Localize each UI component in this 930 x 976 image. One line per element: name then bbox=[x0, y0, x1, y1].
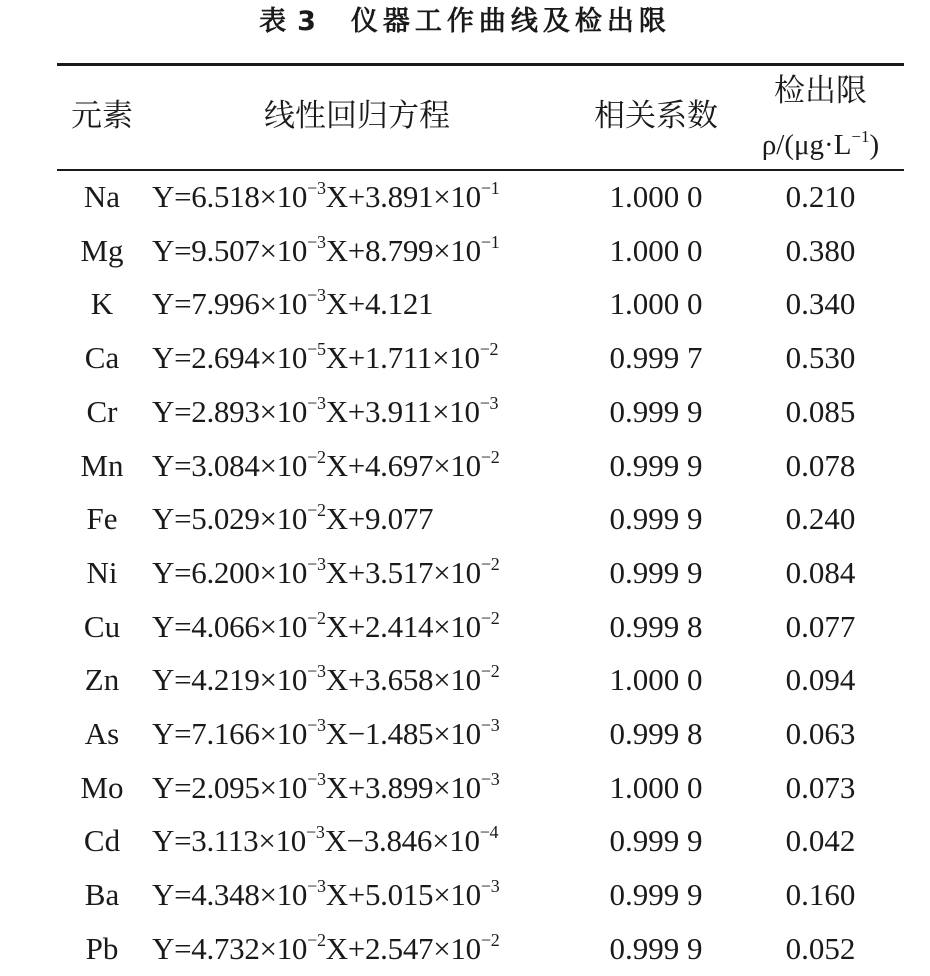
cell-correlation: 0.999 8 bbox=[609, 608, 703, 644]
cell-detection-limit: 0.084 bbox=[785, 554, 856, 590]
header-element: 元素 bbox=[71, 98, 133, 134]
table-row bbox=[0, 600, 930, 654]
table-row bbox=[0, 170, 930, 224]
cell-detection-limit: 0.380 bbox=[785, 232, 856, 268]
cell-element: Na bbox=[83, 179, 121, 214]
cell-element: Ni bbox=[86, 554, 118, 590]
cell-element: Mo bbox=[80, 769, 124, 805]
cell-element: Zn bbox=[84, 662, 120, 698]
cell-correlation: 0.999 9 bbox=[609, 393, 703, 429]
cell-equation: $Y=7.166\times 10^{-3}X-1.485\times 10^{-3}$ bbox=[152, 715, 500, 751]
table-caption bbox=[0, 2, 930, 42]
table-row bbox=[0, 653, 930, 707]
cell-equation: $Y=2.095\times 10^{-3}X+3.899\times 10^{-3}$ bbox=[152, 768, 500, 805]
cell-element: Cu bbox=[83, 608, 121, 644]
cell-detection-limit: 0.240 bbox=[785, 501, 856, 537]
cell-equation: $Y=4.219\times 10^{-3}X+3.658\times 10^{-2}$ bbox=[152, 661, 500, 698]
cell-detection-limit: 0.063 bbox=[785, 716, 856, 751]
cell-detection-limit: 0.042 bbox=[785, 823, 856, 859]
cell-element: Mn bbox=[80, 447, 124, 483]
table-row bbox=[0, 707, 930, 761]
cell-correlation: 0.999 9 bbox=[609, 877, 703, 913]
cell-element: Fe bbox=[86, 501, 118, 537]
cell-equation: $Y=6.518\times 10^{-3}X+3.891\times 10^{-1}$ bbox=[152, 178, 500, 214]
table-row bbox=[0, 546, 930, 600]
table-row bbox=[0, 385, 930, 439]
cell-detection-limit: 0.073 bbox=[785, 769, 856, 805]
cell-equation: $Y=3.084\times 10^{-2}X+4.697\times 10^{-2}$ bbox=[152, 446, 500, 483]
caption-title: 仪器工作曲线及检出限 bbox=[350, 6, 671, 37]
cell-detection-limit: 0.085 bbox=[785, 393, 856, 429]
header-detection-limit: 检出限 bbox=[774, 73, 867, 109]
cell-correlation: 0.999 7 bbox=[609, 340, 703, 376]
cell-detection-limit: 0.530 bbox=[785, 340, 856, 376]
cell-equation: $Y=3.113\times 10^{-3}X-3.846\times 10^{-4}$ bbox=[152, 822, 499, 859]
cell-correlation: 0.999 9 bbox=[609, 930, 703, 966]
cell-detection-limit: 0.077 bbox=[785, 608, 856, 644]
cell-detection-limit: 0.094 bbox=[785, 662, 856, 698]
cell-detection-limit: 0.340 bbox=[785, 286, 856, 322]
cell-element: Ca bbox=[84, 340, 120, 376]
cell-correlation: 1.000 0 bbox=[609, 769, 703, 805]
cell-correlation: 1.000 0 bbox=[609, 286, 703, 322]
cell-equation: $Y=6.200\times 10^{-3}X+3.517\times 10^{-2}$ bbox=[152, 553, 500, 590]
cell-correlation: 0.999 9 bbox=[609, 447, 703, 483]
cell-equation: $Y=5.029\times 10^{-2}X+9.077$ bbox=[152, 500, 434, 537]
cell-correlation: 1.000 0 bbox=[609, 179, 703, 214]
cell-equation: $Y=7.996\times 10^{-3}X+4.121$ bbox=[152, 285, 434, 322]
cell-element: As bbox=[84, 716, 120, 751]
cell-equation: $Y=4.732\times 10^{-2}X+2.547\times 10^{-2}$ bbox=[152, 929, 500, 966]
table-row bbox=[0, 814, 930, 868]
cell-equation: $Y=9.507\times 10^{-3}X+8.799\times 10^{-1}$ bbox=[152, 231, 500, 268]
cell-correlation: 0.999 9 bbox=[609, 501, 703, 537]
cell-element: Ba bbox=[84, 877, 120, 913]
cell-detection-limit: 0.078 bbox=[785, 447, 856, 483]
header-correlation: 相关系数 bbox=[594, 98, 718, 134]
cell-equation: $Y=4.066\times 10^{-2}X+2.414\times 10^{-2}$ bbox=[152, 607, 500, 644]
table-row bbox=[0, 224, 930, 278]
cell-correlation: 0.999 8 bbox=[609, 716, 703, 751]
cell-detection-limit: 0.052 bbox=[785, 930, 856, 966]
cell-equation: $Y=4.348\times 10^{-3}X+5.015\times 10^{-3}$ bbox=[152, 876, 500, 913]
cell-correlation: 1.000 0 bbox=[609, 662, 703, 698]
cell-detection-limit: 0.210 bbox=[785, 179, 856, 214]
cell-element: Cr bbox=[86, 393, 118, 429]
cell-equation: $Y=2.694\times 10^{-5}X+1.711\times 10^{-2}$ bbox=[152, 339, 499, 376]
cell-detection-limit: 0.160 bbox=[785, 877, 856, 913]
cell-correlation: 0.999 9 bbox=[609, 823, 703, 859]
cell-element: Pb bbox=[85, 930, 119, 966]
cell-element: Cd bbox=[83, 823, 121, 859]
caption-prefix: 表 bbox=[259, 6, 292, 37]
table-row bbox=[0, 868, 930, 922]
table-row bbox=[0, 331, 930, 385]
table-row bbox=[0, 761, 930, 815]
table-row bbox=[0, 492, 930, 546]
header-equation: 线性回归方程 bbox=[264, 98, 450, 134]
table-top-rule bbox=[57, 63, 904, 66]
table-row bbox=[0, 277, 930, 331]
table-row bbox=[0, 922, 930, 976]
cell-element: Mg bbox=[80, 232, 124, 268]
cell-equation: $Y=2.893\times 10^{-3}X+3.911\times 10^{-3}$ bbox=[152, 392, 499, 429]
caption-number: 3 bbox=[297, 6, 321, 37]
cell-correlation: 0.999 9 bbox=[609, 554, 703, 590]
cell-correlation: 1.000 0 bbox=[609, 232, 703, 268]
table-row bbox=[0, 439, 930, 493]
header-detection-unit: $\rho/(\mu g\cdot L^{-1})$ bbox=[761, 127, 880, 161]
cell-element: K bbox=[90, 286, 114, 322]
